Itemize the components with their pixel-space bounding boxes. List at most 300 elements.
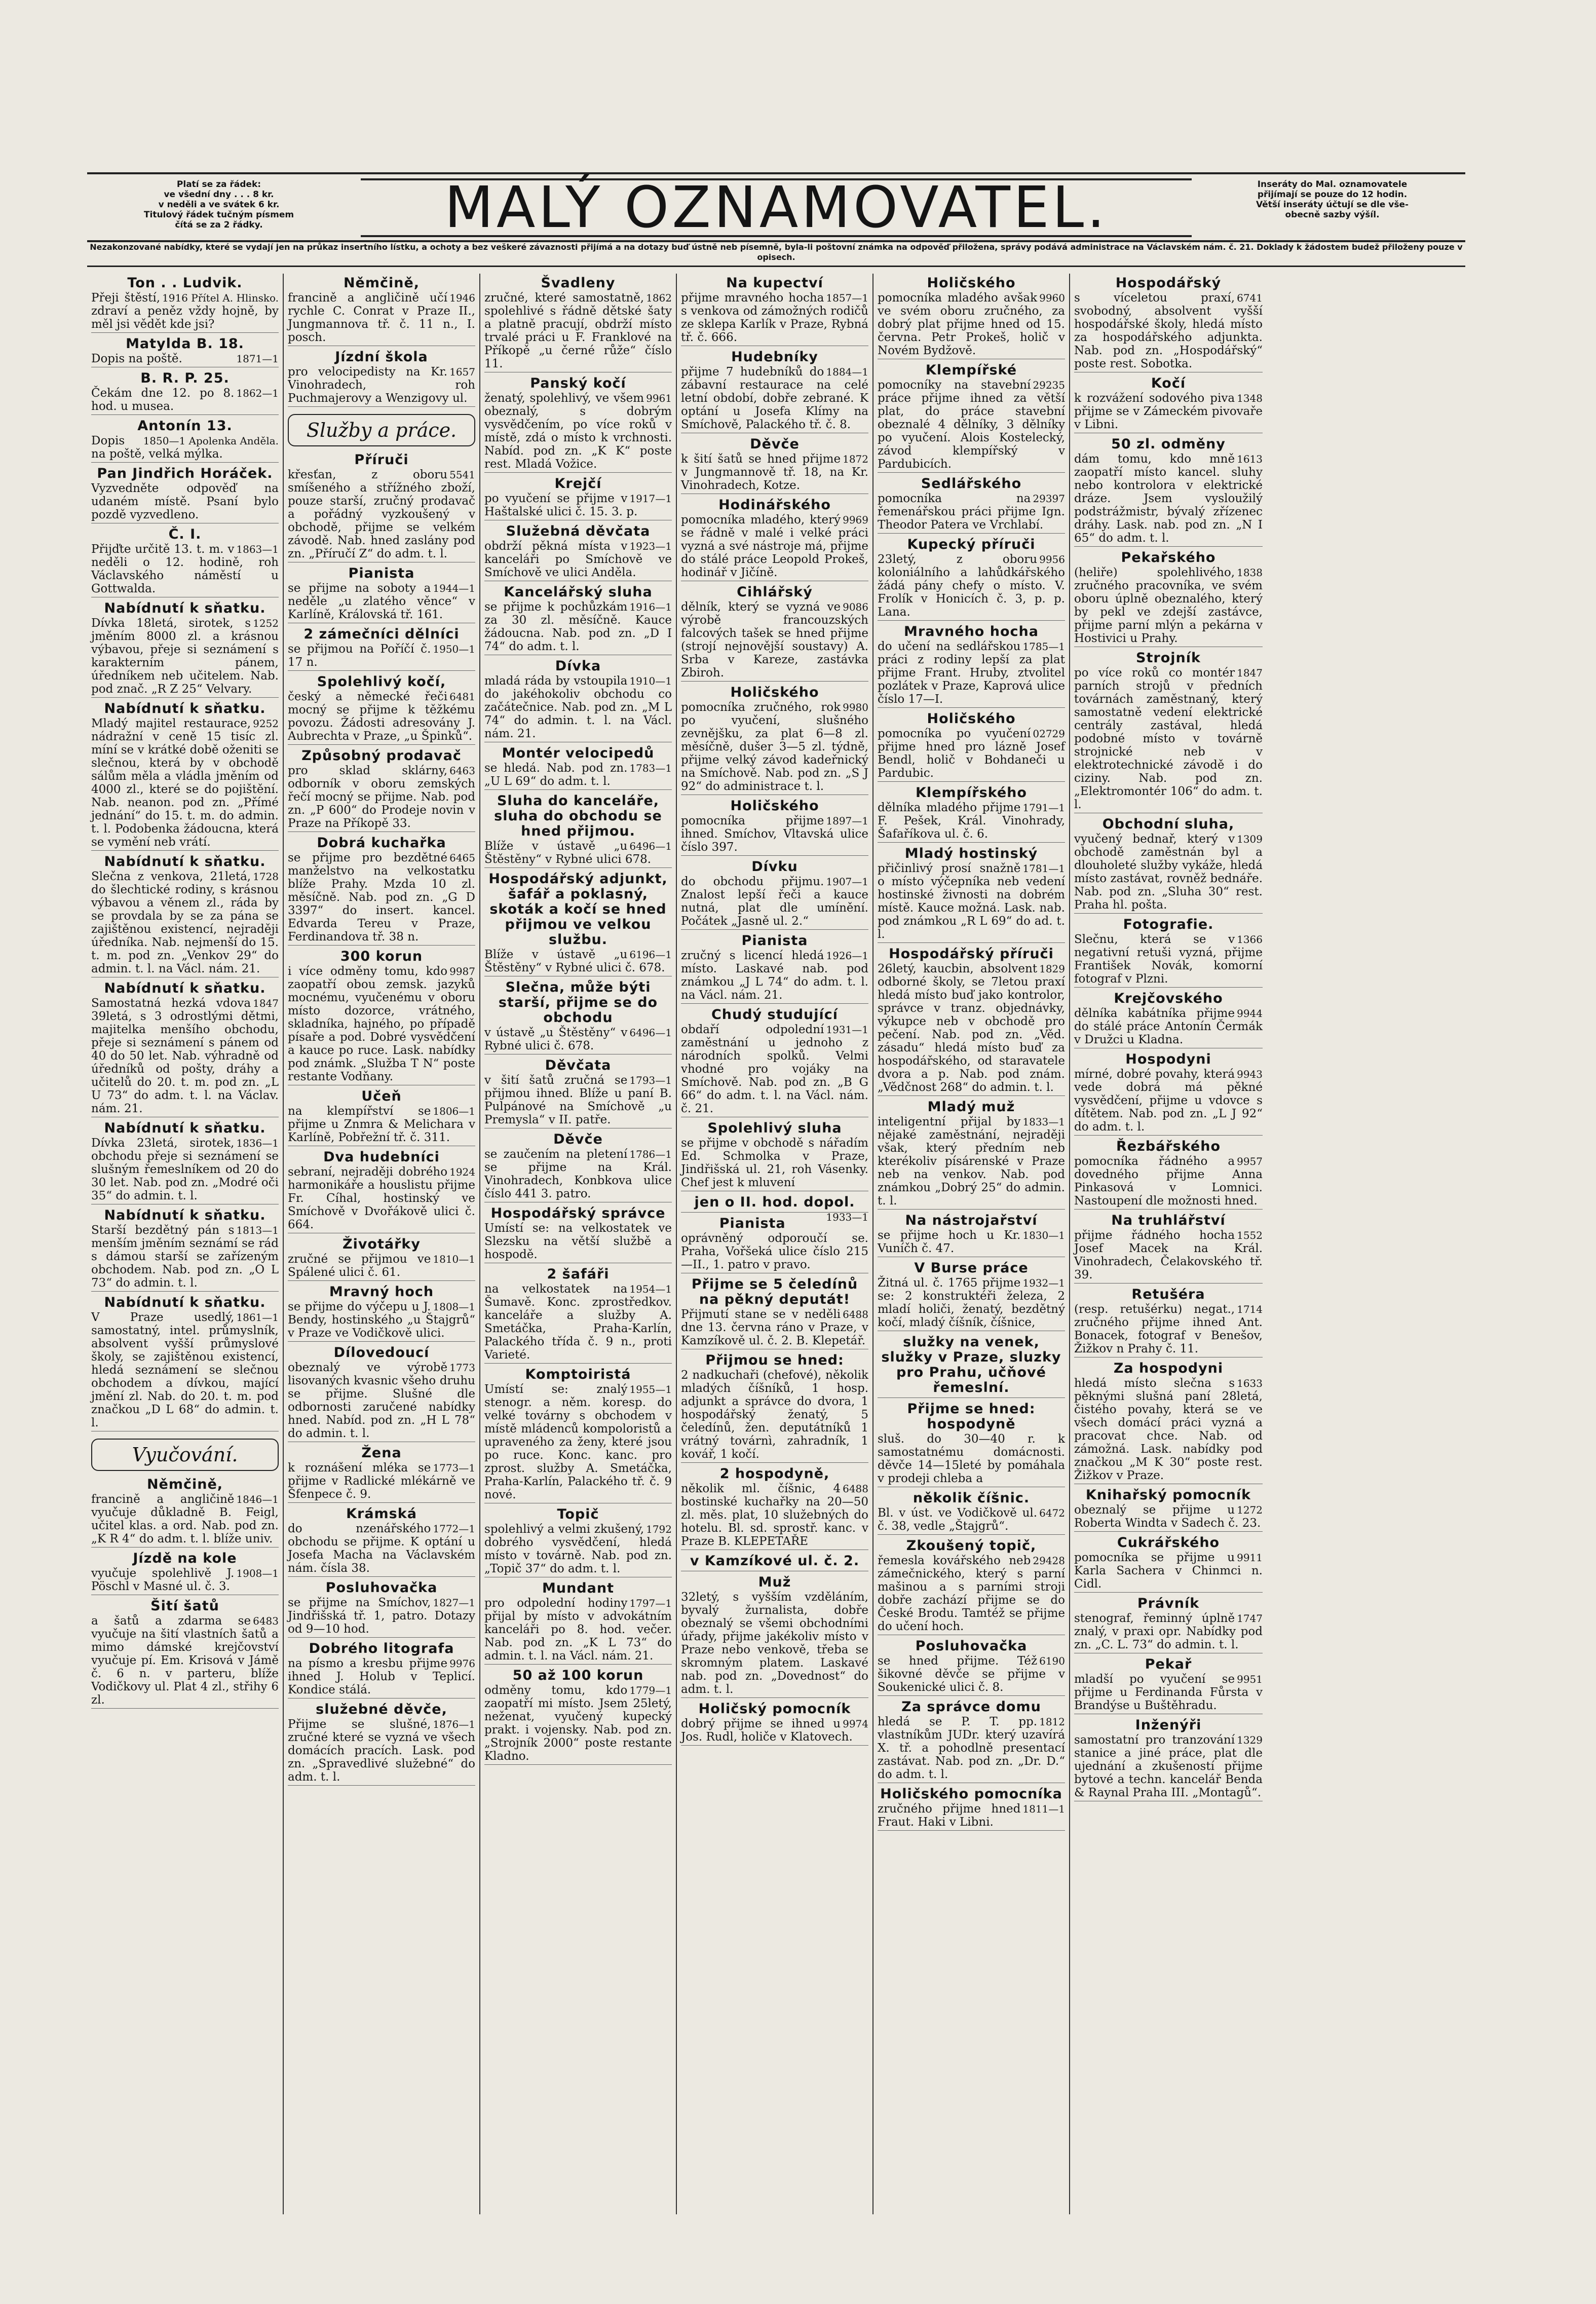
ad-number: 1552: [1237, 1229, 1263, 1241]
ad-text: odměny tomu, kdo zaopatří mi místo. Jsem 25letý, neženat, vyučený kupecký prakt. i vojensky. Nab. pod zn. „Strojník 2000“ poste restante Kladno.: [484, 1684, 672, 1763]
ad-body: [681, 1591, 868, 1696]
ad-body: [878, 291, 1065, 357]
ad-number: 9980: [843, 701, 868, 713]
price-line: Platí se za řádek:: [176, 179, 261, 190]
ad-heading: Způsobný prodavač: [301, 748, 462, 764]
ad-text: dělník, který se vyzná ve výrobě francouzských falcových tašek se hned přijme (strojí nejnovější soustavy) A. Srba v Kareze, zastávka Zbiroh.: [681, 600, 868, 679]
price-line: ve všední dny . . . 8 kr.: [164, 190, 274, 200]
ad-body: [91, 717, 279, 849]
classified-ad: [484, 585, 672, 655]
ad-body: [484, 1074, 672, 1126]
ad-column: [284, 274, 480, 2214]
classified-ad: [878, 537, 1065, 621]
ad-text: Blíže v ústavě „u Štěstěny“ v Rybné ulici 678.: [484, 840, 652, 866]
ad-heading: Pianista: [348, 565, 415, 581]
classified-ad: [681, 1353, 868, 1463]
ad-number: 1863—1: [236, 543, 279, 555]
classified-ad: [288, 949, 475, 1085]
ad-body: [288, 851, 475, 943]
classified-ad: [1074, 550, 1263, 647]
classified-ad: [288, 1285, 475, 1342]
ad-number: 6472: [1039, 1507, 1065, 1519]
ad-heading: Panský kočí: [530, 375, 626, 391]
ad-heading: Komptoiristá: [525, 1367, 631, 1382]
ad-body: [288, 1657, 475, 1696]
ad-text: Slečnu, která se v negativní retuši vyzná, přijme František Novák, komorní fotograf v Plzni.: [1074, 933, 1263, 986]
classified-ad: [681, 1121, 868, 1191]
classified-ad: [1074, 917, 1263, 988]
classified-ad: [484, 746, 672, 790]
ad-body: [91, 1567, 279, 1593]
ad-heading: několik číšnic.: [913, 1490, 1030, 1506]
ad-text: se přijme hoch u Kr. Vuníčh č. 47.: [878, 1229, 1021, 1255]
classified-ad: [878, 1402, 1065, 1487]
ad-text: se přijmou na Poříčí č. 17 n.: [288, 643, 431, 669]
classified-ad: [288, 1506, 475, 1577]
insertion-info-box: [1199, 179, 1465, 220]
classified-ad: [681, 1007, 868, 1117]
ad-body: [484, 291, 672, 370]
ad-text: Slečna z venkova, 21letá, do šlechtické rodiny, s krásnou výbavou a věnem zl., ráda by se provdala by se za pána se zajištěnou existencí, nejraději úředníka. Nab. nejmenší do 15. t. m. pod zn. „Venkov 29“ do admin. t. l. na Václ. nám. 21.: [91, 870, 279, 975]
classified-ad: [681, 498, 868, 581]
ad-body: [681, 1482, 868, 1548]
price-line: Titulový řádek tučným písmem: [143, 210, 294, 220]
ad-text: se přijme k pochůzkám za 30 zl. měsíčně. Kauce žádoucna. Nab. pod zn. „D I 74“ do adm. t. l.: [484, 600, 672, 653]
ad-body: [878, 1229, 1065, 1255]
ad-heading: Spolehlivý kočí,: [317, 674, 446, 690]
ad-number: 1827—1: [433, 1597, 475, 1609]
ad-number: 9974: [843, 1718, 868, 1730]
ad-number: 1747: [1237, 1612, 1263, 1625]
ad-number: 1657: [449, 366, 475, 378]
ad-body: [484, 1597, 672, 1663]
ad-heading: Krámská: [346, 1506, 417, 1522]
ad-body: [878, 640, 1065, 706]
ad-text: Starší bezdětný pán s menším jměním seznámí se rád s dámou starší se zařízeným obchodem. Nab. pod zn. „O L 73“ do admin. t. l.: [91, 1224, 279, 1290]
ad-number: 1897—1: [826, 815, 868, 827]
ad-heading: Za hospodyni: [1113, 1361, 1224, 1376]
ad-number: 1613: [1237, 453, 1263, 465]
classified-ad: [91, 854, 279, 977]
ad-number: 1955—1: [629, 1383, 672, 1395]
ad-heading: 50 zl. odměny: [1111, 436, 1226, 452]
ad-text: dám tomu, kdo mně zaopatří místo kancel. sluhy nebo kontrolora v elektrické dráze. Jsem vysloužilý podstrážmistr, bývalý zřízenec dráhy. Lask. nab. pod zn. „N I 65“ do adm. t. l.: [1074, 452, 1263, 545]
ad-heading: Cukrářského: [1117, 1535, 1220, 1551]
ad-heading: Hospodářský příruči: [889, 946, 1054, 962]
ad-text: Přijme se slušné, zručné které se vyzná ve všech domácích pracích. Lask. pod zn. „Spravedlivé služebné“ do adm. t. l.: [288, 1718, 475, 1784]
ad-number: 1792: [646, 1523, 672, 1535]
classified-ad: [484, 794, 672, 868]
ad-body: [1074, 1551, 1263, 1591]
ad-heading: Nabídnutí k sňatku.: [104, 1207, 266, 1223]
classified-ad: [1074, 651, 1263, 813]
ad-number: 1836—1: [236, 1137, 279, 1149]
ad-body: [681, 452, 868, 492]
ad-heading: V Burse práce: [914, 1260, 1029, 1276]
classified-ad: [1074, 276, 1263, 372]
section-heading: Služby a práce.: [288, 414, 475, 446]
ad-body: [91, 291, 279, 331]
classified-ad: [288, 1150, 475, 1233]
ad-text: Dopis na poště.: [91, 352, 182, 365]
ad-heading: Pekař: [1145, 1656, 1192, 1672]
classified-ad: [484, 524, 672, 581]
ad-body: [681, 600, 868, 679]
ad-body: [681, 1717, 868, 1744]
ad-heading: jen o II. hod. dopol.: [694, 1194, 855, 1210]
ad-number: 1786—1: [629, 1148, 672, 1160]
ad-text: pro odpolední hodiny přijal by místo v advokátním kanceláři po 8. hod. večer. Nab. pod zn. „K L 73“ do admin. t. l. na Václ. nám. 21.: [484, 1597, 672, 1663]
ad-text: dělníka mladého přijme F. Pešek, Král. Vinohrady, Šafaříkova ul. č. 6.: [878, 801, 1065, 841]
ad-body: [681, 701, 868, 793]
ad-body: [681, 1308, 868, 1347]
classified-ad: [1074, 1535, 1263, 1593]
ad-heading: Krejčí: [554, 476, 602, 492]
classified-ad: [878, 1261, 1065, 1331]
ad-body: [91, 617, 279, 696]
ad-number: 1847: [1237, 667, 1263, 679]
ad-heading: Právník: [1137, 1596, 1200, 1611]
ad-text: mírné, dobré povahy, která vede dobrá má pěkné vysvědčení, přijme u vdovce s dítětem. Nab. pod zn. „L J 92“ do adm. t. l.: [1074, 1068, 1263, 1134]
ad-body: [1074, 1007, 1263, 1046]
classified-ad: [91, 1551, 279, 1595]
ad-text: ženatý, spolehlivý, ve všem obeznalý, s dobrým vysvědčením, po více roků v místě, zdá o místo k vrchnosti. Nabíd. pod zn. „K K“ poste rest. Mladá Vožice.: [484, 392, 672, 471]
ad-body: [288, 1718, 475, 1784]
ad-text: francině a angličině učí rychle C. Conrat v Praze II., Jungmannova tř. č. 11 n., I. posch.: [288, 291, 475, 344]
ad-body: [878, 801, 1065, 841]
ad-text: zručný s licencí hledá místo. Laskavé nab. pod známkou „J L 74“ do adm. t. l. na Václ. nám. 21.: [681, 949, 868, 1002]
ad-number: 1793—1: [629, 1074, 672, 1086]
ad-column: [480, 274, 677, 2214]
ad-text: Čekám dne 12. po 8. hod. u musea.: [91, 387, 235, 413]
ad-body: [91, 1493, 279, 1545]
ad-body: [288, 965, 475, 1083]
ad-heading: Pekařského: [1121, 550, 1216, 565]
ad-heading: Č. I.: [168, 526, 202, 542]
ad-number: 6488: [843, 1308, 868, 1320]
ad-heading: Životářky: [343, 1236, 421, 1252]
ad-number: 9957: [1237, 1155, 1263, 1167]
ad-number: 6196—1: [629, 949, 672, 961]
ad-body: [484, 948, 672, 974]
ad-heading: Inženýři: [1135, 1717, 1202, 1733]
ad-heading: Příruči: [354, 452, 409, 468]
ad-text: přijme mravného hocha s venkova od zámožných rodičů ze sklepa Karlík v Praze, Rybná tř. č. 666.: [681, 291, 868, 344]
ad-body: [1074, 1612, 1263, 1651]
ad-heading: Jízdě na kole: [133, 1551, 237, 1566]
classified-ad: [878, 1491, 1065, 1535]
ad-text: k rozvážení sodového piva přijme se v Zámeckém pivovaře v Libni.: [1074, 392, 1263, 431]
classified-ad: [1074, 1718, 1263, 1801]
ad-number: 6190: [1039, 1655, 1065, 1667]
ad-number: 1847: [253, 997, 279, 1009]
ad-text: se přijme do výčepu u J. Bendy, hostinského „u Štajgrů“ v Praze ve Vodičkově ulici.: [288, 1300, 475, 1340]
ad-heading: v Kamzíkové ul. č. 2.: [690, 1553, 860, 1569]
ad-body: [91, 1614, 279, 1707]
ad-text: pomocníka mladého, který se řádně v malé i velké práci vyzná a své nástroje má, přijme do stálé práce Leopold Prokeš, hodinář v Jičíně.: [681, 513, 868, 579]
ad-number: 1924: [449, 1166, 475, 1178]
ad-text: přičinlivý prosí snažně o místo výčepníka neb vedení hostinské živnosti na dobrém místě. Kauce možná. Lask. nab. pod známkou „R L 69“ do ad. t. l.: [878, 862, 1065, 941]
classified-ad: [681, 1277, 868, 1349]
ad-number: 1810—1: [433, 1253, 475, 1265]
classified-ad: [681, 276, 868, 346]
ad-body: [91, 482, 279, 521]
ad-number: 6481: [449, 691, 475, 703]
ad-body: [878, 727, 1065, 780]
ad-text: do učení na sedlářskou práci z rodiny lepší za plat přijme Frant. Hruby, ztvolitel pozlátek v Praze, Kaprová ulice číslo 17—I.: [878, 640, 1065, 706]
ad-text: 32letý, s vyšším vzděláním, byvalý žurnalista, dobře obeznalý se všemi obchodními úřady, přijme jakékoliv místo v Praze nebo venkově, třeba se skromným platem. Laskavé nab. pod zn. „Dovednost“ do adm. t. l.: [681, 1591, 868, 1696]
ad-text: mladá ráda by vstoupila do jakéhokoliv obchodu co začátečnice. Nab. pod zn. „M L 74“ do admin. t. l. na Václ. nám. 21.: [484, 674, 672, 740]
classified-ad: [484, 659, 672, 742]
ad-number: 1252: [253, 617, 279, 629]
ad-heading: Děvče: [553, 1131, 603, 1147]
ad-number: 1830—1: [1022, 1229, 1065, 1241]
classified-ad: [484, 1507, 672, 1577]
ad-body: [288, 1596, 475, 1636]
ad-text: hledá se P. T. pp. vlastníkům JUDr. který uzavírá X. tř. a pohodlně presentací zastávat. Nab. pod zn. „Dr. D.“ do adm. t. l.: [878, 1715, 1065, 1781]
ad-text: se hned přijme. Též šikovné děvče se přijme v Soukenické ulici č. 8.: [878, 1654, 1065, 1694]
ad-heading: Fotografie.: [1123, 917, 1214, 932]
classified-ad: [878, 363, 1065, 473]
ad-body: [1074, 1303, 1263, 1355]
ad-number: 1728: [253, 871, 279, 883]
ad-text: Přijmutí stane se v neděli dne 13. června ráno v Praze, v Kamzíkově ul. č. 2. B. Klepetář.: [681, 1308, 868, 1347]
ad-text: řemesla kovářského neb zámečnického, který s parní mašinou a s parními stroji dobře zachází přijme se do České Brodu. Tamtéž se přijme do učení hoch.: [878, 1554, 1065, 1633]
ad-text: sluš. do 30—40 r. k samostatnému domácnosti. děvče 14—15leté by pomáhala v prodeji chleba a: [878, 1432, 1065, 1485]
ad-heading: 2 šafáři: [547, 1266, 610, 1282]
ad-number: 6463: [449, 765, 475, 777]
ad-body: [91, 870, 279, 975]
ad-column: [87, 274, 284, 2214]
ad-text: oprávněný odporoučí se. Praha, Vořšeká ulice číslo 215—II., 1. patro v pravo.: [681, 1232, 868, 1271]
classified-ad: [91, 276, 279, 333]
ad-heading: Na kupectví: [726, 275, 823, 291]
ad-body: [91, 543, 279, 595]
ad-text: V Praze usedlý, samostatný, intel. průmyslník, absolvent vyšší průmyslové školy, se zajištěnou existencí, hledá seznámení se slečnou obchodem a dívkou, mající jmění zl. Nab. do 20. t. m. pod značkou „D L 68“ do admin. t. l.: [91, 1311, 279, 1429]
ad-text: dobrý přijme se ihned u Jos. Rudl, holiče v Klatovech.: [681, 1717, 853, 1744]
ad-body: [1074, 1068, 1263, 1134]
classified-ad: [91, 466, 279, 523]
classified-ad: [681, 1575, 868, 1698]
ad-number: 1907—1: [826, 876, 868, 888]
ad-heading: Hospodářský: [1115, 275, 1222, 291]
ad-number: 02729: [1033, 728, 1065, 740]
ad-heading: Dívku: [751, 859, 798, 875]
ad-heading: Klempířské: [925, 362, 1017, 378]
ad-text: v šití šatů zručná se přijmou ihned. Blíže u paní B. Pulpánové na Smíchově „u Premysla“ v II. patře.: [484, 1074, 672, 1126]
ad-heading: Hodinářského: [718, 497, 831, 513]
ad-text: Vyzvedněte odpověď na udaném místě. Psaní bylo pozdě vyzvedleno.: [91, 482, 279, 521]
ad-number: 29428: [1033, 1555, 1065, 1567]
ad-heading: Nabídnutí k sňatku.: [104, 1295, 266, 1310]
ad-text: a šatů a zdarma se vyučuje na šití vlastních šatů a mimo dámské krejčovství vyučuje pí. Em. Krisová v Jámě č. 6 n. v parteru, blíže Vodičkovy ul. Plat 4 zl., střihy 6 zl.: [91, 1614, 279, 1707]
ad-text: (resp. retušérku) negat., zručného přijme ihned Ant. Bonacek, fotograf v Benešov, Žižkov n Prahy č. 11.: [1074, 1303, 1263, 1355]
ad-heading: Pan Jindřich Horáček.: [97, 466, 273, 481]
classified-ad: [1074, 991, 1263, 1048]
ad-number: 1926—1: [826, 950, 868, 962]
ad-body: [681, 1369, 868, 1461]
ad-heading: Topič: [557, 1506, 599, 1522]
classified-ad: [91, 419, 279, 463]
ad-heading: Na nástrojařství: [905, 1213, 1038, 1228]
ad-body: [878, 862, 1065, 941]
ad-number: 1931—1: [826, 1024, 868, 1036]
ad-body: [484, 1684, 672, 1763]
ad-text: k šití šatů se hned přijme v Jungmannově tř. 18, na Kr. Vinohradech, Kotze.: [681, 452, 868, 492]
ad-body: [484, 1523, 672, 1575]
ad-body: [288, 468, 475, 560]
ad-body: [878, 1432, 1065, 1485]
ad-text: pomocníka po vyučení přijme hned pro lázně Josef Bendl, holič v Bohdaneči u Pardubic.: [878, 727, 1065, 780]
ad-text: obdaří odpolední zaměstnání u jednoho z národních spolků. Velmi vhodné pro vojáky na Smíchově. Nab. pod zn. „B G 66“ do adm. t. l. na Václ. nám. č. 21.: [681, 1023, 868, 1115]
ad-body: [1074, 1673, 1263, 1712]
classified-ad: [878, 1699, 1065, 1783]
ad-text: se přijme v obchodě s nářadím Ed. Schmolka v Praze, Jindřišská ul. 21, roh Vásenky. Chef jest k mluvení: [681, 1137, 868, 1189]
ad-body: [681, 365, 868, 431]
classified-ad: [288, 1446, 475, 1503]
ad-heading: Pianista: [741, 933, 808, 949]
ad-text: křesťan, z oboru smíšeného a střížného zboží, pouze starší, zručný prodavač a pořádný vyzkoušený v obchodě, přijme se velkém závodě. Nab. hned zaslány pod zn. „Příručí Z“ do adm. t. l.: [288, 468, 475, 560]
ad-heading: Nabídnutí k sňatku.: [104, 854, 266, 870]
ad-body: [681, 949, 868, 1002]
insertion-line: Větší inseráty účtují se dle vše-: [1256, 200, 1409, 210]
ad-heading: Pianista: [719, 1216, 786, 1231]
ad-number: 1633: [1237, 1377, 1263, 1389]
ad-number: 1813—1: [236, 1224, 279, 1236]
classified-ad: [288, 1089, 475, 1146]
ad-text: pomocníka mladého avšak ve svém oboru zručného, za dobrý plat přijme hned od 15. června. Petr Prokeš, holič v Novém Bydžově.: [878, 291, 1065, 357]
ad-body: [1074, 1155, 1263, 1207]
masthead: [87, 172, 1465, 242]
ad-text: přijme 7 hudebníků do zábavní restaurace na celé letní období, dobře zebrané. K optání u Josefa Klímy na Smíchově, Palackého tř. č. 8.: [681, 365, 868, 431]
ad-number: 1833—1: [1022, 1116, 1065, 1128]
ad-text: s víceletou praxí, svobodný, absolvent vyšší hospodářské školy, hledá místo za hospodářského adjunkta. Nab. pod zn. „Hospodářský“ poste rest. Sobotka.: [1074, 291, 1263, 370]
ad-heading: Mladý muž: [927, 1099, 1015, 1115]
ad-body: [484, 674, 672, 740]
classified-ad: [1074, 1287, 1263, 1357]
classified-ad: [681, 585, 868, 682]
ad-text: dělníka kabátníka přijme do stálé práce Antonín Čermák v Družci u Kladna.: [1074, 1007, 1263, 1046]
ad-heading: Spolehlivý sluha: [707, 1120, 842, 1136]
classified-ad: [288, 836, 475, 946]
ad-heading: Švadleny: [541, 275, 616, 291]
classified-ad: [681, 799, 868, 856]
ad-number: 1811—1: [1022, 1803, 1065, 1815]
ad-body: [484, 1148, 672, 1200]
ad-number: 9944: [1237, 1007, 1263, 1019]
ad-text: 26letý, kaucbin, absolvent odborné školy, se 7letou praxí hledá místo buď jako kontrolor, správce v tranz. objednávky, výkupce neb v obchodě pro pečení. Nab. pod zn. „Věd. zásadu“ hledá místo buď za hospodářského, od staravatele dvora a p. Nab. pod znám. „Vědčnost 268“ do admin. t. l.: [878, 962, 1065, 1094]
classified-ad: [681, 933, 868, 1004]
ad-heading: Mravného hocha: [904, 624, 1039, 639]
classified-ad: [878, 785, 1065, 843]
ad-body: [681, 513, 868, 579]
classified-ad: [91, 1208, 279, 1292]
classified-ad: [91, 1121, 279, 1204]
ad-number: 1910—1: [629, 675, 672, 687]
ad-heading: Holičského: [927, 275, 1016, 291]
ad-heading: Žena: [361, 1445, 402, 1461]
ad-number: 9961: [646, 392, 672, 404]
ad-text: inteligentní přijal by nějaké zaměstnání, nejraději však, který předním neb kterékoliv písárenské v Praze neb na venkov. Nab. pod známkou „Dobrý 25“ do admin. t. l.: [878, 1115, 1065, 1207]
classified-ad: [484, 1132, 672, 1202]
ad-number: 1876—1: [433, 1718, 475, 1730]
ad-body: [1074, 1229, 1263, 1281]
ad-heading: Nabídnutí k sňatku.: [104, 600, 266, 616]
ad-text: se přijme pro bezdětné manželstvo na velkostatku blíže Prahy. Mzda 10 zl. měsíčně. Nab. pod zn. „G D 3397“ do insert. kancel. Edvarda Tereu v Praze, Ferdinandova tř. 38 n.: [288, 851, 475, 943]
ad-text: Mladý majitel restaurace, nádražní v ceně 15 tisíc zl. míní se v krátké době oženiti se slečnou, která by v obchodě sálům měla a vládla jměním od 4000 zl., které se do pojištění. Nab. neanon. pod zn. „Přímé jednání“ do 15. t. m. do admin. t. l. Podobenka žádoucna, která se vymění neb vrátí.: [91, 717, 279, 849]
ad-text: český a německé řeči mocný se přijme k těžkému povozu. Žádosti adresovány J. Aubrechta v Praze, „u Špinků“.: [288, 690, 475, 743]
ad-body: [91, 387, 279, 413]
classified-ad: [878, 947, 1065, 1096]
ad-heading: Němčině,: [146, 1477, 223, 1492]
ad-heading: Holičského pomocníka: [880, 1786, 1062, 1802]
ad-text: pomocníka řádného a dovedného přijme Anna Pinkasová v Lomnici. Nastoupení dle možnosti hned.: [1074, 1155, 1263, 1207]
ad-number: 1862: [646, 292, 672, 304]
ad-number: 1933—1: [826, 1211, 868, 1223]
ad-heading: Holičského: [730, 798, 819, 814]
ad-heading: Knihařský pomocník: [1085, 1487, 1251, 1503]
ad-text: zručného přijme hned Fraut. Haki v Libni.: [878, 1802, 1021, 1829]
ad-body: [484, 1026, 672, 1052]
ad-body: [91, 1311, 279, 1429]
classified-ad: [484, 1668, 672, 1765]
ad-heading: Montér velocipedů: [502, 745, 655, 761]
ad-heading: Řezbářského: [1116, 1139, 1221, 1154]
ad-body: [288, 582, 475, 621]
classified-ad: [288, 1641, 475, 1698]
classified-ad: [288, 1580, 475, 1638]
ad-body: [681, 875, 868, 928]
ad-text: Dopis na poště, velká mýlka.: [91, 434, 223, 461]
ad-text: 2 nadkuchaři (chefové), několik mladých číšníků, 1 hosp. adjunkt a správce do dvora, 1 hospodářský ženatý, 5 čeledínů, žen. deputátníků 1 vrátný továrnì, zahradník, 1 kovář, 1 kočí.: [681, 1369, 868, 1461]
classified-ad: [681, 1216, 868, 1273]
ad-body: [484, 1222, 672, 1261]
ad-number: 1916 Přítel A. Hlinsko.: [162, 292, 279, 304]
ad-number: 1946: [449, 292, 475, 304]
ad-number: 5541: [449, 469, 475, 481]
classified-ad: [484, 1367, 672, 1503]
classified-ad: [878, 1538, 1065, 1635]
ad-heading: Krejčovského: [1114, 991, 1223, 1006]
ad-body: [288, 1165, 475, 1231]
ad-heading: Sluha do kanceláře, sluha do obchodu se hned přijmou.: [494, 793, 662, 839]
ad-heading: Posluhovačka: [915, 1638, 1028, 1654]
ad-number: 1916—1: [629, 601, 672, 613]
ad-number: 6465: [449, 852, 475, 864]
classified-ad: [681, 1702, 868, 1746]
ad-heading: Mravný hoch: [329, 1284, 434, 1300]
classified-ad: [91, 601, 279, 698]
ad-number: 1829: [1039, 963, 1065, 975]
ad-number: 1806—1: [433, 1105, 475, 1117]
ad-text: se přijme na soboty a neděle „u zlatého věnce“ v Karlíně, Královská tř. 161.: [288, 582, 475, 621]
price-box: [87, 179, 351, 230]
insertion-line: Inseráty do Mal. oznamovatele: [1257, 179, 1408, 190]
ad-number: 1884—1: [826, 366, 868, 378]
classified-ad: [484, 980, 672, 1054]
ad-column: [1070, 274, 1267, 2214]
ad-body: [878, 492, 1065, 532]
ad-heading: Mladý hostinský: [904, 846, 1038, 861]
ad-body: [288, 1522, 475, 1575]
ad-number: 1348: [1237, 392, 1263, 404]
ad-column: [677, 274, 873, 2214]
ad-heading: Holičský pomocník: [698, 1701, 851, 1717]
insertion-line: obecně sazby výšíl.: [1285, 210, 1380, 220]
ad-heading: Na truhlářství: [1111, 1213, 1226, 1228]
ad-body: [681, 814, 868, 854]
classified-ad: [484, 1058, 672, 1128]
